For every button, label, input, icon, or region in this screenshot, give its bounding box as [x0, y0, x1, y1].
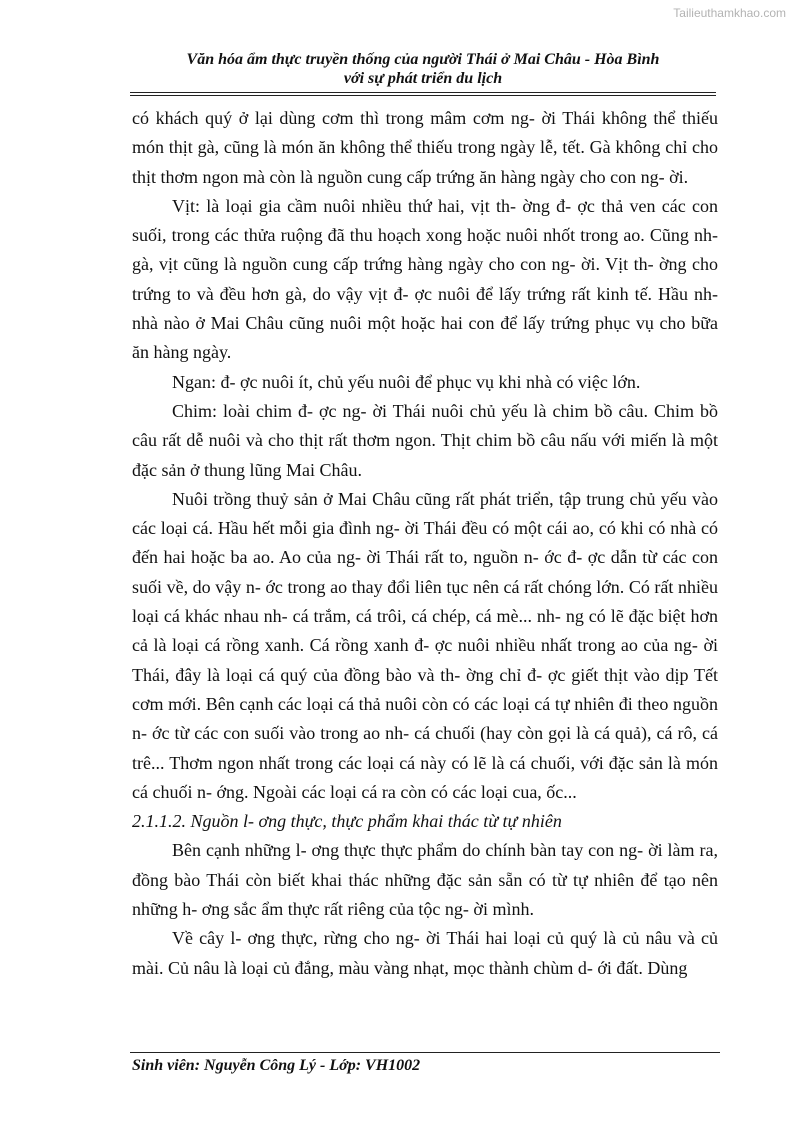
paragraph: Chim: loài chim đ- ợc ng- ời Thái nuôi chủ yếu là chim bồ câu. Chim bồ câu rất dễ nuôi và cho thịt rất thơm ngon. Thịt chim bồ câu nấu với miến là một đặc sản ở thung lũng Mai Châu. [132, 400, 718, 480]
document-body [132, 104, 718, 983]
paragraph: Bên cạnh những l- ơng thực thực phẩm do chính bàn tay con ng- ời làm ra, đồng bào Thái còn biết khai thác những đặc sản sẵn có từ tự nhiên để tạo nên những h- ơng sắc ẩm thực rất riêng của tộc ng- ời mình. [132, 840, 718, 920]
paragraph: có khách quý ở lại dùng cơm thì trong mâm cơm ng- ời Thái không thể thiếu món thịt gà, cũng là món ăn không thể thiếu trong ngày lễ, tết. Gà không chỉ cho thịt thơm ngon mà còn là nguồn cung cấp trứng ăn hàng ngày cho con ng- ời. [132, 108, 718, 187]
paragraph: Về cây l- ơng thực, rừng cho ng- ời Thái hai loại củ quý là củ nâu và củ mài. Củ nâu là loại củ đắng, màu vàng nhạt, mọc thành chùm d- ới đất. Dùng [132, 928, 718, 978]
footer-divider [130, 1052, 720, 1053]
watermark: Tailieuthamkhao.com [673, 6, 786, 20]
paragraph: Vịt: là loại gia cầm nuôi nhiều thứ hai, vịt th- ờng đ- ợc thả ven các con suối, trong các thửa ruộng đã thu hoạch xong hoặc nuôi nhốt trong ao. Cũng nh- gà, vịt cũng là nguồn cung cấp trứng hàng ngày cho con ng- ời. Vịt th- ờng cho trứng to và đều hơn gà, do vậy vịt đ- ợc nuôi để lấy trứng rất kinh tế. Hầu nh- nhà nào ở Mai Châu cũng nuôi một hoặc hai con để lấy trứng phục vụ cho bữa ăn hàng ngày. [132, 195, 718, 363]
page-footer: Sinh viên: Nguyễn Công Lý - Lớp: VH1002 [132, 1057, 421, 1074]
header-title-line1: Văn hóa ẩm thực truyền thống của người Thái ở Mai Châu - Hòa Bình [186, 51, 660, 68]
header-divider [130, 92, 716, 96]
section-heading: 2.1.1.2. Nguồn l- ơng thực, thực phẩm khai thác từ tự nhiên [132, 811, 562, 832]
page-header [130, 50, 716, 88]
paragraph: Nuôi trồng thuỷ sản ở Mai Châu cũng rất phát triển, tập trung chủ yếu vào các loại cá. Hầu hết mỗi gia đình ng- ời Thái đều có một cái ao, có khi có nhà có đến hai hoặc ba ao. Ao của ng- ời Thái rất to, nguồn n- ớc đ- ợc dẫn từ các con suối về, do vậy n- ớc trong ao thay đổi liên tục nên cá rất chóng lớn. Có rất nhiều loại cá khác nhau nh- cá trắm, cá trôi, cá chép, cá mè... nh- ng có lẽ đặc biệt hơn cả là loại cá rồng xanh. Cá rồng xanh đ- ợc nuôi nhiều nhất trong ao của ng- ời Thái, đây là loại cá quý của đồng bào và th- ờng chỉ đ- ợc giết thịt vào dịp Tết cơm mới. Bên cạnh các loại cá thả nuôi còn có các loại cá tự nhiên đi theo nguồn n- ớc từ các con suối vào trong ao nh- cá chuối (hay còn gọi là cá quả), cá rô, cá trê... Thơm ngon nhất trong các loại cá này có lẽ là cá chuối, với đặc sản là món cá chuối n- ớng. Ngoài các loại cá ra còn có các loại cua, ốc... [132, 488, 718, 802]
paragraph: Ngan: đ- ợc nuôi ít, chủ yếu nuôi để phục vụ khi nhà có việc lớn. [172, 371, 641, 392]
header-title-line2: với sự phát triển du lịch [343, 70, 503, 87]
